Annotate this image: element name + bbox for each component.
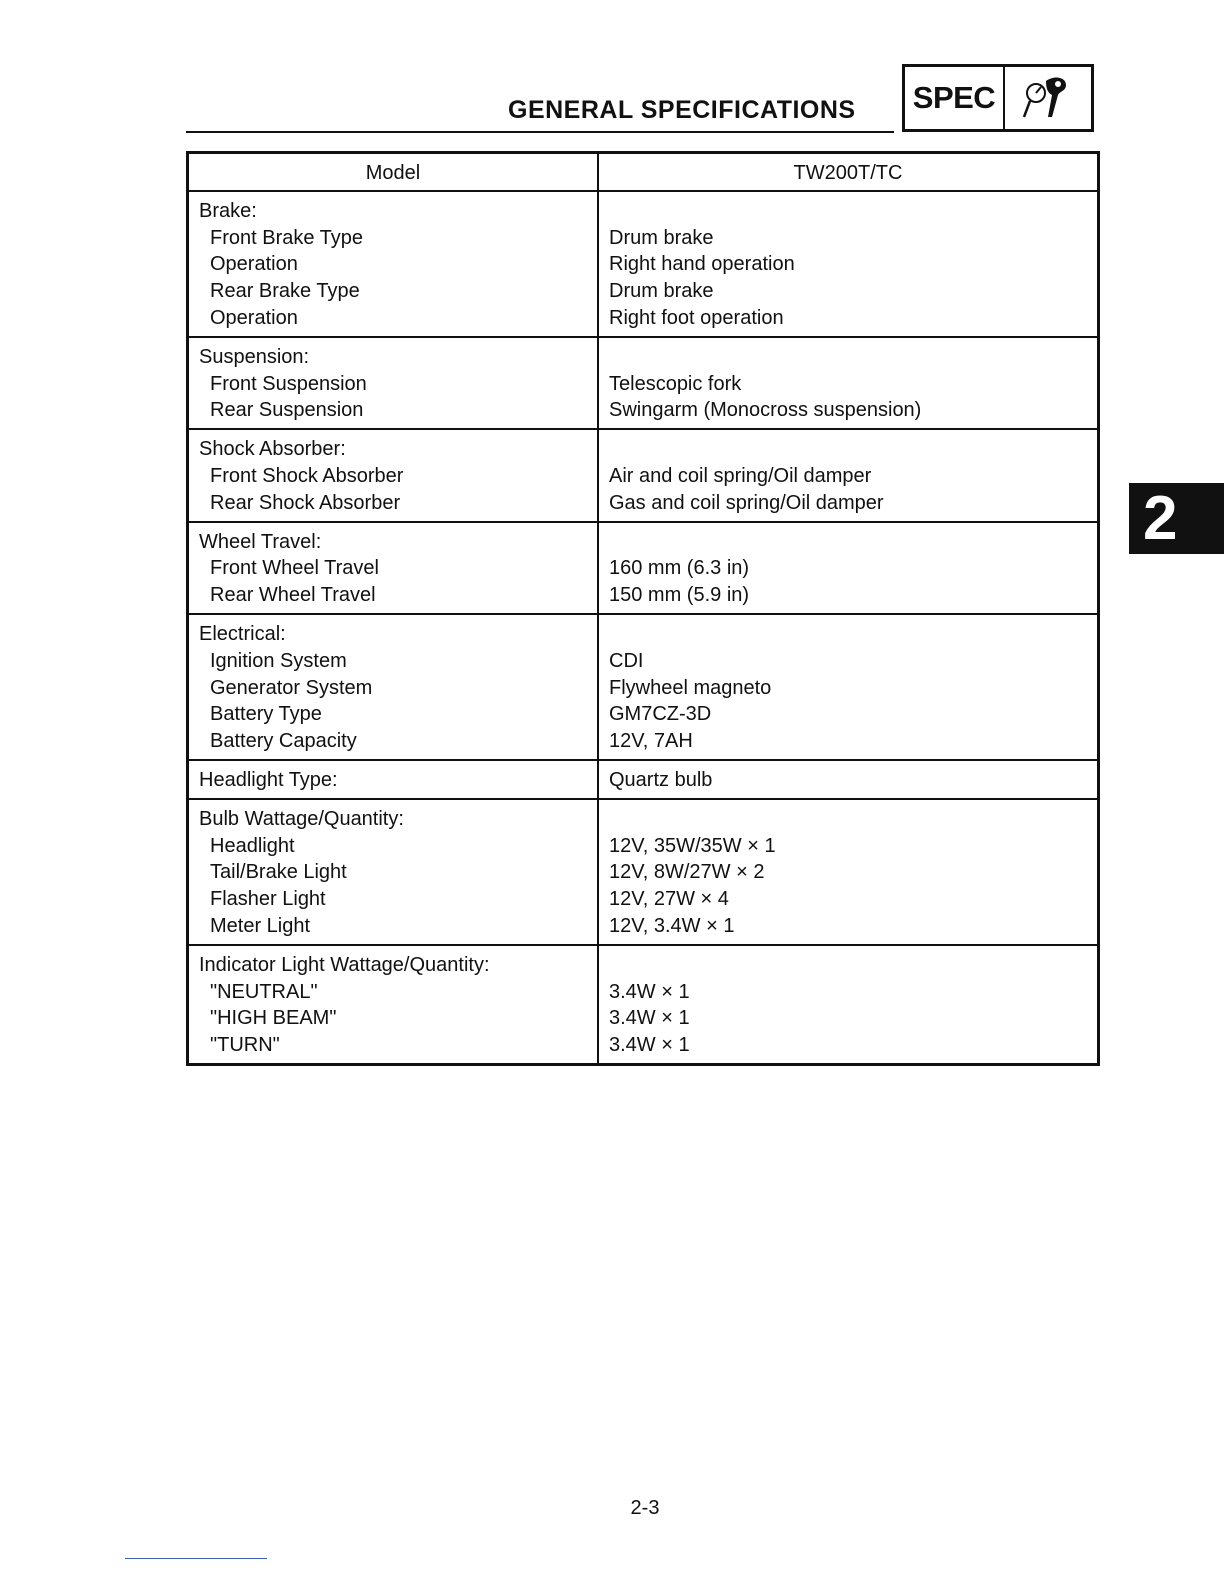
chapter-tab: 2 — [1129, 483, 1224, 554]
title-underline — [186, 131, 894, 133]
footer-rule — [125, 1558, 267, 1559]
section-heading: Bulb Wattage/Quantity: — [199, 807, 404, 830]
section-heading-value: Quartz bulb — [609, 768, 713, 791]
section-heading: Shock Absorber: — [199, 438, 346, 461]
page-title: GENERAL SPECIFICATIONS — [508, 96, 856, 124]
table-header-row — [188, 153, 1099, 191]
spec-badge — [902, 64, 1094, 132]
column-header-model-value: TW200T/TC — [598, 153, 1099, 191]
section-heading-value — [609, 621, 1087, 648]
spec-label: Generator System — [210, 676, 373, 699]
spec-values-cell — [598, 614, 1099, 760]
spec-values-cell — [598, 191, 1099, 337]
table-body — [188, 191, 1099, 1065]
table-row — [188, 760, 1099, 799]
page-number: 2-3 — [630, 1497, 660, 1519]
section-heading: Brake: — [199, 199, 257, 222]
spec-values-cell — [598, 337, 1099, 429]
spec-label: Operation — [210, 306, 298, 329]
table-row — [188, 429, 1099, 521]
section-heading-value — [609, 198, 1087, 225]
section-heading-value — [609, 952, 1087, 979]
spec-labels-cell — [188, 760, 599, 799]
spec-value: Drum brake — [609, 280, 714, 303]
table-row — [188, 799, 1099, 945]
spec-label: Operation — [210, 253, 298, 276]
spec-label: Battery Capacity — [210, 730, 357, 753]
spec-value: 12V, 3.4W × 1 — [609, 914, 735, 937]
section-heading-value — [609, 436, 1087, 463]
spec-value: 3.4W × 1 — [609, 1007, 690, 1030]
spec-label: Rear Suspension — [210, 399, 364, 422]
spec-values-cell — [598, 429, 1099, 521]
spec-value: 150 mm (5.9 in) — [609, 584, 750, 607]
spec-values-cell — [598, 522, 1099, 614]
section-heading: Wheel Travel: — [199, 530, 322, 553]
table-row — [188, 522, 1099, 614]
spec-value: Telescopic fork — [609, 372, 742, 395]
spec-value: 12V, 7AH — [609, 730, 693, 753]
spec-label: Rear Wheel Travel — [210, 584, 376, 607]
table-row — [188, 337, 1099, 429]
table-row — [188, 191, 1099, 337]
spec-labels-cell — [188, 522, 599, 614]
spec-labels-cell — [188, 429, 599, 521]
table-row — [188, 614, 1099, 760]
spec-labels-cell — [188, 945, 599, 1065]
spec-value: 12V, 27W × 4 — [609, 888, 729, 911]
spec-label: Flasher Light — [210, 888, 326, 911]
spec-labels-cell — [188, 614, 599, 760]
section-heading-value — [609, 529, 1087, 556]
spec-label: Rear Shock Absorber — [210, 491, 401, 514]
spec-label: Rear Brake Type — [210, 280, 360, 303]
spec-label: Ignition System — [210, 649, 347, 672]
spec-value: Flywheel magneto — [609, 676, 772, 699]
spec-value: Drum brake — [609, 226, 714, 249]
spec-value: GM7CZ-3D — [609, 703, 712, 726]
section-heading-value — [609, 344, 1087, 371]
spec-value: 12V, 35W/35W × 1 — [609, 834, 776, 857]
spec-value: 3.4W × 1 — [609, 1034, 690, 1057]
spec-label: Front Suspension — [210, 372, 367, 395]
spec-label: "HIGH BEAM" — [210, 1007, 337, 1030]
section-heading-value — [609, 806, 1087, 833]
column-header-model: Model — [188, 153, 599, 191]
spec-label: Battery Type — [210, 703, 322, 726]
spec-value: Swingarm (Monocross suspension) — [609, 399, 922, 422]
section-heading: Suspension: — [199, 345, 310, 368]
spec-value: CDI — [609, 649, 644, 672]
gauge-wrench-icon — [1005, 67, 1091, 129]
spec-values-cell — [598, 799, 1099, 945]
spec-labels-cell — [188, 799, 599, 945]
spec-values-cell — [598, 945, 1099, 1065]
section-heading: Headlight Type: — [199, 768, 338, 791]
spec-label: Tail/Brake Light — [210, 861, 347, 884]
specifications-table — [186, 151, 1100, 1066]
spec-value: 160 mm (6.3 in) — [609, 557, 750, 580]
spec-label: Front Wheel Travel — [210, 557, 379, 580]
spec-value: Air and coil spring/Oil damper — [609, 464, 872, 487]
section-heading: Electrical: — [199, 622, 286, 645]
spec-labels-cell — [188, 337, 599, 429]
spec-label: "TURN" — [210, 1034, 280, 1057]
spec-label: Front Shock Absorber — [210, 464, 404, 487]
spec-value: Gas and coil spring/Oil damper — [609, 491, 884, 514]
spec-labels-cell — [188, 191, 599, 337]
spec-value: Right foot operation — [609, 306, 784, 329]
spec-value: 3.4W × 1 — [609, 980, 690, 1003]
table-row — [188, 945, 1099, 1065]
spec-label: Headlight — [210, 834, 295, 857]
spec-badge-label: SPEC — [905, 67, 1005, 129]
spec-values-cell — [598, 760, 1099, 799]
spec-value: 12V, 8W/27W × 2 — [609, 861, 765, 884]
section-heading: Indicator Light Wattage/Quantity: — [199, 953, 490, 976]
spec-value: Right hand operation — [609, 253, 795, 276]
spec-label: Front Brake Type — [210, 226, 364, 249]
spec-label: Meter Light — [210, 914, 311, 937]
spec-label: "NEUTRAL" — [210, 980, 318, 1003]
